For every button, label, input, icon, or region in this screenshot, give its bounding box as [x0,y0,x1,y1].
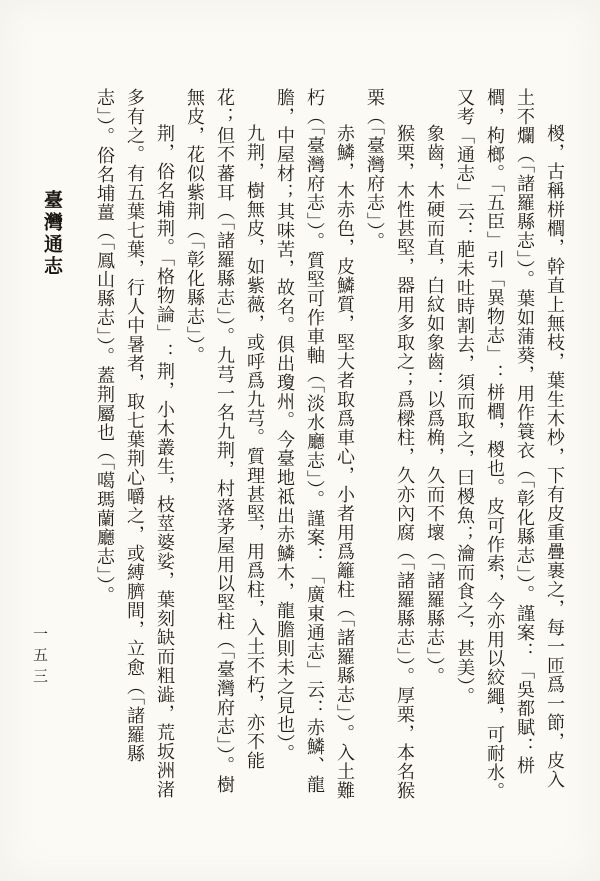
entry-paragraph-jiujing: 九荆，樹無皮，如紫薇，或呼爲九芎。質理甚堅，用爲柱，入土不朽，亦不能花；但不蕃耳（「諸羅縣志」）。九芎一名九荆，村落茅屋用以堅柱（「臺灣府志」）。樹無皮，花似紫荆（「彰化縣志」）。 [185,88,265,794]
page-body-text [90,88,570,804]
entry-paragraph-xiangchi: 象齒，木硬而直，白紋如象齒：以爲桷，久而不壞（「諸羅縣志」）。 [425,124,445,686]
entry-paragraph-houli: 猴栗，木性甚堅，器用多取之；爲樑柱，久亦內腐（「諸羅縣志」）。厚栗，本名猴栗（「臺灣府志」）。 [365,88,415,800]
page-number: 一五三 [31,626,47,689]
entry-paragraph-zong: 椶，古稱栟櫚，幹直上無枝，葉生木杪，下有皮重疊裹之，每一匝爲一節，皮入土不爛（「諸羅縣志」）。葉如蒲葵，用作簑衣（「彰化縣志」）。謹案：「吳都賦：栟櫚，枸榔。「五臣」引「異物志」：栟櫚，椶也。皮可作索，今亦用以絞繩，可耐水。又考「通志」云：萉未吐時割去，須而取之，曰椶魚；瀹而食之，甚美）。 [455,88,565,801]
entry-paragraph-chilin: 赤鱗，木赤色，皮鱗質，堅大者取爲車心，小者用爲籬柱（「諸羅縣志」）。入土難朽（「臺灣府志」）。質堅可作車軸（「淡水廳志」）。謹案：「廣東通志」云：赤鱗、龍膽，中屋材；其味苦，故名。俱出瓊州。今臺地祗出赤鱗木，龍膽則未之見也）。 [275,88,355,800]
entry-paragraph-jing: 荆，俗名埔荆。「格物論」：荆，小木叢生，枝莖婆娑，葉刻缺而粗澁，荒坂洲渚多有之。有五葉七葉，行人中暑者，取七葉荆心嚼之，或縛臍間，立愈（「諸羅縣志」）。俗名埔薑（「鳳山縣志」）。蓋荆屬也（「噶瑪蘭廳志」）。 [95,88,175,799]
book-title-margin: 臺灣通志 [41,190,62,278]
